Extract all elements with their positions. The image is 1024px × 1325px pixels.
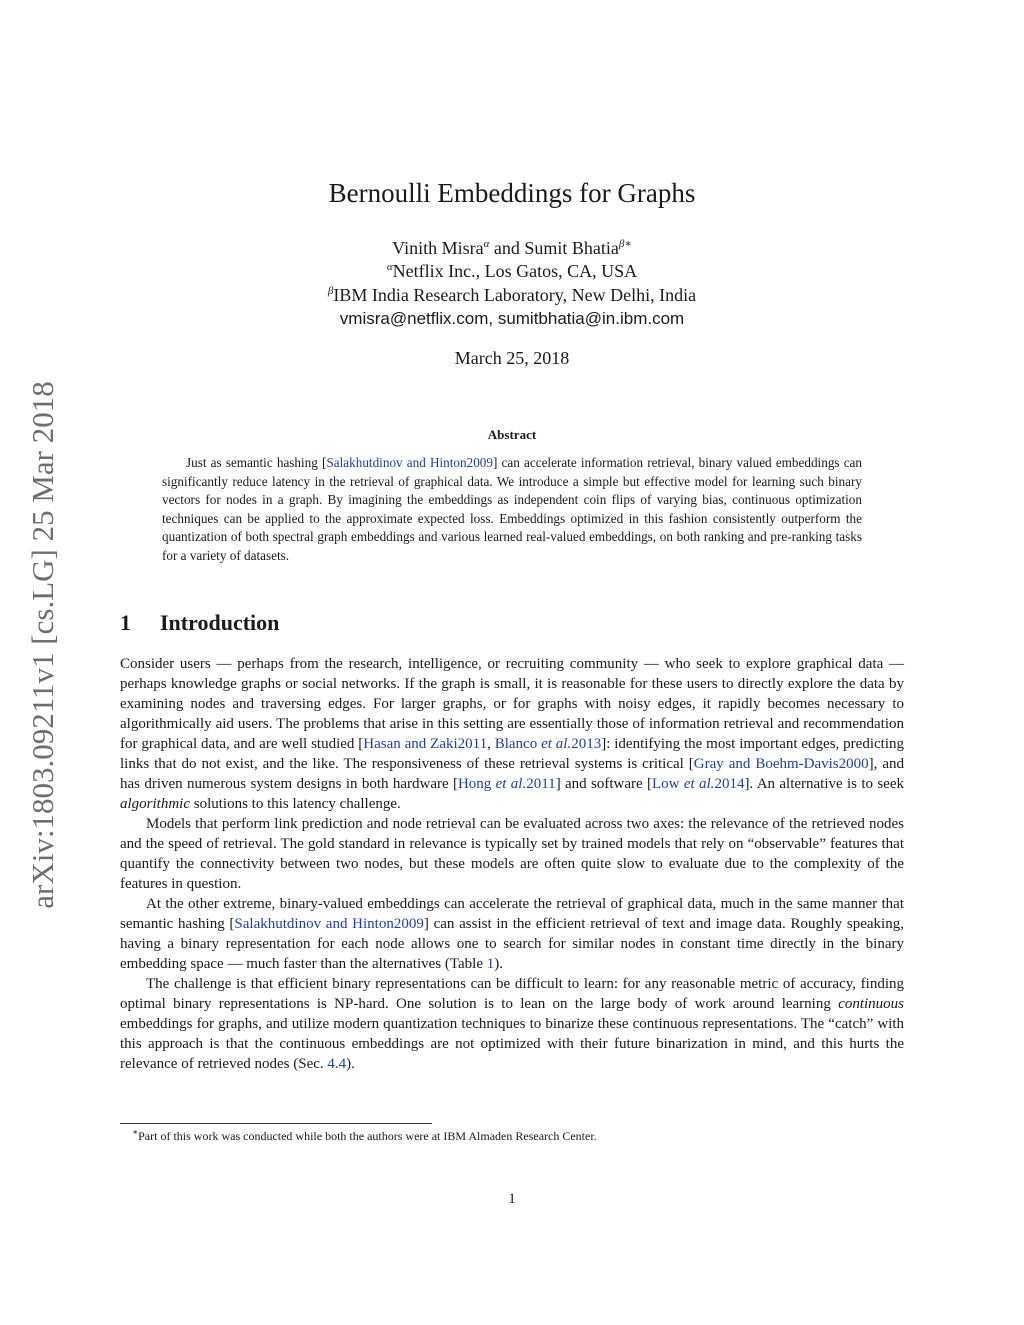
text-run: The challenge is that efficient binary representations can be difficult to learn: for any reasonable metric of accuracy, finding optimal binary representations is NP-hard. One solution is to lean on the large body of work around learning — [120, 976, 904, 1012]
affiliation-mark: β — [327, 285, 334, 297]
paper-date: March 25, 2018 — [454, 348, 570, 368]
citation-etal: et al. — [541, 736, 572, 752]
emphasis: algorithmic — [120, 796, 190, 812]
emphasis: continuous — [838, 996, 904, 1012]
affiliation-text: Netflix Inc., Los Gatos, CA, USA — [392, 261, 638, 281]
paragraph — [120, 654, 904, 814]
abstract-heading: Abstract — [487, 427, 537, 442]
affiliation-mark: α — [386, 261, 393, 273]
citation-link[interactable] — [458, 776, 556, 792]
text-run: ], and has driven numerous system designs in both hardware [ — [120, 756, 905, 792]
citation-year: 2013 — [571, 736, 602, 752]
section-number: 1 — [120, 610, 131, 635]
table-reference-link[interactable]: 1 — [486, 956, 495, 972]
text-run: embeddings for graphs, and utilize modern quantization techniques to binarize these continuous representations. The “catch” with this approach is that the continuous embeddings are not optimized with their future binarization in mind, and this hurts the relevance of retrieved nodes (Sec. — [120, 1016, 904, 1072]
citation-link[interactable]: Gray and Boehm-Davis2000 — [693, 756, 869, 772]
affiliation-text: IBM India Research Laboratory, New Delhi, India — [333, 285, 697, 305]
abstract-text-run: ] can accelerate information retrieval, binary valued embeddings can significantly reduce latency in the retrieval of graphical data. We introduce a simple but effective model for learning such binary vectors for nodes in a graph. By imagining the embeddings as independent coin flips of varying bias, continuous optimization techniques can be applied to the approximate expected loss. Embeddings optimized in this fashion consistently outperform the quantization of both spectral graph embeddings and various learned real-valued embeddings, on both ranking and pre-ranking tasks for a variety of datasets. — [162, 455, 862, 563]
email-link[interactable]: sumitbhatia@in.ibm.com — [497, 309, 685, 328]
citation-author: Hong — [457, 776, 496, 792]
text-run: ]: identifying the most important edges, predicting links that do not exist, and the like. The responsiveness of these retrieval systems is critical [ — [120, 736, 904, 772]
citation-link[interactable]: Hasan and Zaki2011 — [363, 736, 488, 752]
body-text — [120, 654, 904, 1074]
citation-link[interactable] — [495, 736, 602, 752]
author-name: Vinith Misra — [392, 238, 484, 258]
author-connector: and — [489, 238, 525, 258]
citation-year: 2014 — [714, 776, 745, 792]
citation-author: Blanco — [494, 736, 542, 752]
paper-title: Bernoulli Embeddings for Graphs — [328, 178, 696, 208]
footnote-rule — [120, 1123, 432, 1124]
abstract-text-run: Just as semantic hashing [ — [186, 455, 327, 470]
text-run: ). — [346, 1056, 355, 1072]
footnote-text: Part of this work was conducted while both the authors were at IBM Almaden Research Center. — [138, 1129, 597, 1143]
abstract-text — [162, 454, 862, 566]
citation-etal: et al. — [495, 776, 527, 792]
affiliation-line — [0, 285, 1024, 306]
text-run: ] and software [ — [555, 776, 652, 792]
author-name: Sumit Bhatia — [524, 238, 619, 258]
citation-link[interactable] — [652, 776, 744, 792]
page-number: 1 — [508, 1191, 516, 1207]
arxiv-side-label: arXiv:1803.09211v1 [cs.LG] 25 Mar 2018 — [25, 381, 60, 909]
text-run: Consider users — perhaps from the research, intelligence, or recruiting community — who seek to explore graphical data — perhaps knowledge graphs or social networks. If the graph is small, it is reasonable for these users to directly explore the data by examining nodes and traversing edges. For larger graphs, or for graphs with noisy edges, it rapidly becomes necessary to algorithmically aid users. The problems that arise in this setting are essentially those of information retrieval and recommendation for graphical data, and are well studied [ — [120, 656, 904, 752]
email-separator: , — [488, 309, 498, 328]
text-run: ] can assist in the efficient retrieval of text and image data. Roughly speaking, having a binary representation for each node allows one to search for similar nodes in constant time directly in the binary embedding space — much faster than the alternatives (Table — [120, 916, 904, 972]
text-run: ]. An alternative is to seek — [744, 776, 904, 792]
author-line — [0, 237, 1024, 259]
footnote-mark: ∗ — [132, 1127, 139, 1137]
paragraph — [120, 894, 904, 974]
citation-author: Low — [652, 776, 684, 792]
text-run: ). — [494, 956, 503, 972]
citation-year: 2011 — [526, 776, 556, 792]
text-run: solutions to this latency challenge. — [190, 796, 401, 812]
citation-link[interactable]: Salakhutdinov and Hinton2009 — [326, 455, 493, 470]
text-run: At the other extreme, binary-valued embeddings can accelerate the retrieval of graphical data, much in the same manner that semantic hashing [ — [120, 896, 904, 932]
section-heading — [120, 610, 279, 636]
email-link[interactable]: vmisra@netflix.com — [339, 309, 489, 328]
affiliation-mark: β∗ — [618, 238, 632, 250]
citation-etal: et al. — [683, 776, 715, 792]
affiliation-mark: α — [483, 238, 490, 250]
paragraph: Models that perform link prediction and node retrieval can be evaluated across two axes: the relevance of the retrieved nodes and the speed of retrieval. The gold standard in relevance is typically set by trained models that rely on “observable” features that quantify the connectivity between two nodes, but these models are often quite slow to evaluate due to the complexity of the features in question. — [120, 816, 904, 892]
text-run: , — [487, 736, 495, 752]
affiliation-line — [0, 261, 1024, 282]
footnote — [132, 1127, 597, 1144]
citation-link[interactable]: Salakhutdinov and Hinton2009 — [234, 916, 424, 932]
section-title: Introduction — [160, 610, 280, 635]
email-line — [0, 309, 1024, 329]
section-reference-link[interactable]: 4.4 — [327, 1056, 347, 1072]
paragraph — [120, 974, 904, 1074]
